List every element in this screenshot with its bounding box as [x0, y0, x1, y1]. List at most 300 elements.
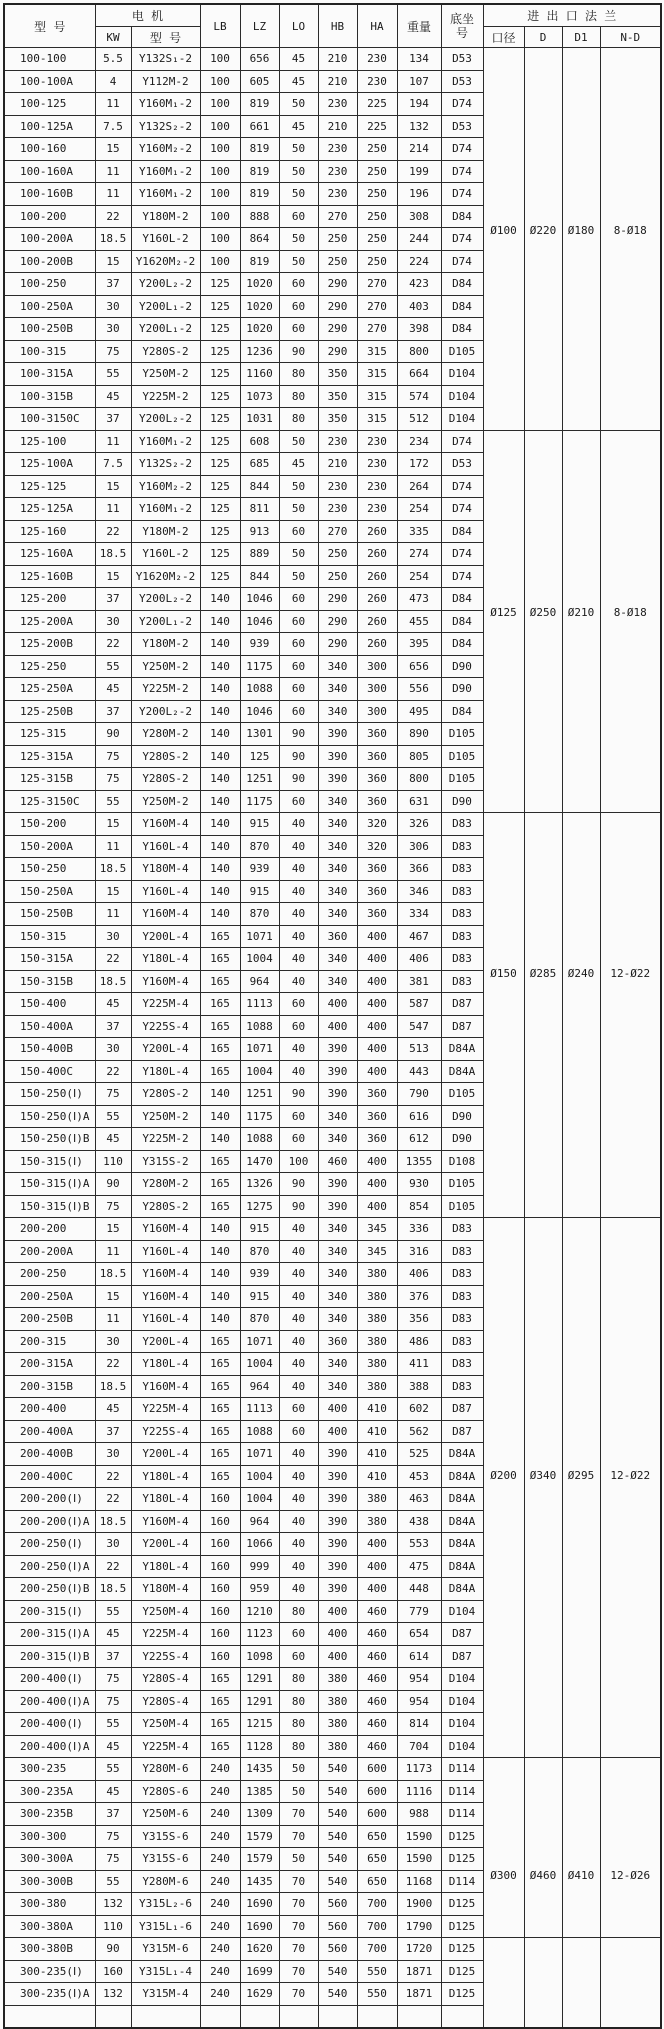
lb-cell: 140: [200, 745, 240, 768]
base-number-cell: D83: [441, 903, 483, 926]
ha-cell: 600: [357, 1758, 397, 1781]
ha-cell: 400: [357, 1150, 397, 1173]
lo-cell: 60: [279, 205, 318, 228]
kw-cell: 15: [95, 475, 131, 498]
lo-cell: 90: [279, 1083, 318, 1106]
motor-model-cell: Y160M-4: [131, 1218, 200, 1241]
lb-cell: 125: [200, 318, 240, 341]
lz-cell: 1275: [240, 1195, 279, 1218]
weight-cell: 800: [397, 340, 441, 363]
weight-cell: 406: [397, 1263, 441, 1286]
flange-d-cell-label: Ø285: [529, 967, 557, 980]
lb-cell: 165: [200, 1173, 240, 1196]
lb-cell: 100: [200, 205, 240, 228]
lo-cell: 60: [279, 700, 318, 723]
table-row: [4, 1218, 661, 1241]
lb-cell: 100: [200, 93, 240, 116]
header-nd: N-D: [600, 27, 661, 48]
weight-cell: 1590: [397, 1848, 441, 1871]
hb-cell: 400: [318, 1623, 357, 1646]
lo-cell: 50: [279, 475, 318, 498]
base-number-cell: D83: [441, 1218, 483, 1241]
hb-cell: 350: [318, 363, 357, 386]
kw-cell: 55: [95, 790, 131, 813]
lz-cell: 1579: [240, 1825, 279, 1848]
hb-cell: 290: [318, 318, 357, 341]
weight-cell: 326: [397, 813, 441, 836]
kw-cell: 15: [95, 1218, 131, 1241]
flange-nd-cell-label: 12-Ø22: [610, 967, 651, 980]
base-number-cell: D104: [441, 1690, 483, 1713]
lo-cell: 70: [279, 1915, 318, 1938]
model-cell: 125-250: [4, 655, 95, 678]
base-number-cell: D84: [441, 318, 483, 341]
ha-cell: 460: [357, 1668, 397, 1691]
base-number-cell: D53: [441, 453, 483, 476]
kw-cell: [95, 2005, 131, 2028]
lz-cell: 870: [240, 1240, 279, 1263]
lz-cell: 1020: [240, 318, 279, 341]
motor-model-cell: Y280S-2: [131, 1083, 200, 1106]
lo-cell: 60: [279, 790, 318, 813]
lz-cell: 1113: [240, 993, 279, 1016]
kw-cell: 22: [95, 1465, 131, 1488]
model-cell: 300-300B: [4, 1870, 95, 1893]
flange-bore-cell-label: Ø200: [490, 1469, 517, 1482]
kw-cell: 45: [95, 678, 131, 701]
motor-model-cell: Y315M-4: [131, 1983, 200, 2006]
ha-cell: 260: [357, 543, 397, 566]
weight-cell: 455: [397, 610, 441, 633]
hb-cell: 400: [318, 993, 357, 1016]
kw-cell: 22: [95, 1555, 131, 1578]
motor-model-cell: Y160M₂-2: [131, 138, 200, 161]
motor-model-cell: Y280S-2: [131, 768, 200, 791]
lo-cell: 70: [279, 1870, 318, 1893]
lo-cell: 80: [279, 1690, 318, 1713]
hb-cell: 390: [318, 1488, 357, 1511]
kw-cell: 75: [95, 1690, 131, 1713]
weight-cell: 264: [397, 475, 441, 498]
lo-cell: 40: [279, 1060, 318, 1083]
lb-cell: 140: [200, 1083, 240, 1106]
model-cell: 200-315(Ⅰ)A: [4, 1623, 95, 1646]
hb-cell: [318, 2005, 357, 2028]
model-cell: 300-235: [4, 1758, 95, 1781]
lz-cell: 819: [240, 93, 279, 116]
lb-cell: 240: [200, 1848, 240, 1871]
hb-cell: 390: [318, 1533, 357, 1556]
base-number-cell: D84: [441, 205, 483, 228]
lo-cell: 60: [279, 1420, 318, 1443]
motor-model-cell: Y315S-6: [131, 1848, 200, 1871]
lo-cell: 40: [279, 1465, 318, 1488]
lb-cell: 125: [200, 295, 240, 318]
lz-cell: 915: [240, 1218, 279, 1241]
model-cell: 300-380: [4, 1893, 95, 1916]
lb-cell: 160: [200, 1623, 240, 1646]
weight-cell: 486: [397, 1330, 441, 1353]
base-number-cell: D125: [441, 1893, 483, 1916]
hb-cell: 340: [318, 903, 357, 926]
motor-model-cell: Y160L-2: [131, 543, 200, 566]
lo-cell: 45: [279, 48, 318, 71]
table-row: [4, 1938, 661, 1961]
motor-model-cell: Y315L₁-6: [131, 1915, 200, 1938]
ha-cell: 270: [357, 273, 397, 296]
lo-cell: 50: [279, 250, 318, 273]
model-cell: 150-315(Ⅰ)A: [4, 1173, 95, 1196]
motor-model-cell: Y160L-4: [131, 835, 200, 858]
weight-cell: 988: [397, 1803, 441, 1826]
model-cell: 300-235A: [4, 1780, 95, 1803]
model-cell: 125-125: [4, 475, 95, 498]
ha-cell: 300: [357, 655, 397, 678]
hb-cell: 340: [318, 948, 357, 971]
base-number-cell: D84A: [441, 1510, 483, 1533]
weight-cell: 1355: [397, 1150, 441, 1173]
model-cell: 150-400B: [4, 1038, 95, 1061]
model-cell: 100-160: [4, 138, 95, 161]
weight-cell: 199: [397, 160, 441, 183]
ha-cell: 400: [357, 993, 397, 1016]
weight-cell: 395: [397, 633, 441, 656]
lo-cell: 60: [279, 1398, 318, 1421]
hb-cell: 390: [318, 723, 357, 746]
kw-cell: 110: [95, 1915, 131, 1938]
ha-cell: 460: [357, 1600, 397, 1623]
ha-cell: 650: [357, 1825, 397, 1848]
lb-cell: 160: [200, 1533, 240, 1556]
kw-cell: 55: [95, 363, 131, 386]
ha-cell: 550: [357, 1960, 397, 1983]
base-number-cell: D74: [441, 138, 483, 161]
ha-cell: 230: [357, 498, 397, 521]
lb-cell: 125: [200, 475, 240, 498]
motor-model-cell: Y132S₁-2: [131, 48, 200, 71]
model-cell: 300-300A: [4, 1848, 95, 1871]
motor-model-cell: Y200L-4: [131, 925, 200, 948]
flange-d-cell: [524, 813, 562, 1218]
motor-model-cell: Y225M-2: [131, 385, 200, 408]
weight-cell: 306: [397, 835, 441, 858]
hb-cell: 250: [318, 228, 357, 251]
weight-cell: 805: [397, 745, 441, 768]
hb-cell: 290: [318, 295, 357, 318]
flange-bore-cell: [483, 1218, 524, 1758]
ha-cell: 400: [357, 1060, 397, 1083]
motor-model-cell: Y225S-4: [131, 1015, 200, 1038]
lz-cell: 844: [240, 475, 279, 498]
table-body: [4, 48, 661, 2029]
lz-cell: 1073: [240, 385, 279, 408]
hb-cell: 230: [318, 183, 357, 206]
motor-model-cell: Y225M-4: [131, 1735, 200, 1758]
motor-model-cell: Y280S-2: [131, 1195, 200, 1218]
hb-cell: 360: [318, 1330, 357, 1353]
motor-model-cell: Y160M-4: [131, 1375, 200, 1398]
lo-cell: 40: [279, 1308, 318, 1331]
kw-cell: 45: [95, 993, 131, 1016]
kw-cell: 75: [95, 1668, 131, 1691]
kw-cell: 55: [95, 1758, 131, 1781]
hb-cell: 350: [318, 385, 357, 408]
weight-cell: 403: [397, 295, 441, 318]
flange-d-cell: [524, 48, 562, 431]
lo-cell: 80: [279, 1735, 318, 1758]
lo-cell: 40: [279, 880, 318, 903]
lb-cell: 160: [200, 1578, 240, 1601]
lz-cell: 1004: [240, 1488, 279, 1511]
kw-cell: 90: [95, 723, 131, 746]
flange-nd-cell-label: 12-Ø26: [610, 1869, 651, 1882]
kw-cell: 11: [95, 835, 131, 858]
lz-cell: 864: [240, 228, 279, 251]
kw-cell: 18.5: [95, 1510, 131, 1533]
motor-model-cell: Y160M₁-2: [131, 93, 200, 116]
hb-cell: 540: [318, 1983, 357, 2006]
kw-cell: 55: [95, 1105, 131, 1128]
base-number-cell: D90: [441, 1105, 483, 1128]
pump-spec-table: [3, 3, 662, 2029]
base-number-cell: D83: [441, 858, 483, 881]
kw-cell: 30: [95, 925, 131, 948]
lz-cell: 1175: [240, 790, 279, 813]
base-number-cell: D114: [441, 1870, 483, 1893]
kw-cell: 30: [95, 318, 131, 341]
motor-model-cell: Y1620M₂-2: [131, 565, 200, 588]
ha-cell: 460: [357, 1735, 397, 1758]
weight-cell: 254: [397, 565, 441, 588]
lb-cell: 160: [200, 1645, 240, 1668]
lo-cell: 70: [279, 1803, 318, 1826]
lo-cell: 40: [279, 1510, 318, 1533]
lo-cell: 50: [279, 183, 318, 206]
weight-cell: 1720: [397, 1938, 441, 1961]
ha-cell: 410: [357, 1398, 397, 1421]
model-cell: 100-315B: [4, 385, 95, 408]
lz-cell: 870: [240, 1308, 279, 1331]
lb-cell: 240: [200, 1915, 240, 1938]
hb-cell: 340: [318, 1263, 357, 1286]
motor-model-cell: Y200L₁-2: [131, 610, 200, 633]
base-number-cell: D83: [441, 948, 483, 971]
model-cell: 150-250: [4, 858, 95, 881]
model-cell: 200-200(Ⅰ)A: [4, 1510, 95, 1533]
flange-nd-cell: [600, 813, 661, 1218]
motor-model-cell: Y180M-2: [131, 633, 200, 656]
model-cell: 125-200A: [4, 610, 95, 633]
header-base-line1: 底坐: [449, 12, 474, 26]
lb-cell: 125: [200, 565, 240, 588]
ha-cell: 250: [357, 160, 397, 183]
base-number-cell: D90: [441, 790, 483, 813]
hb-cell: 380: [318, 1735, 357, 1758]
motor-model-cell: Y160M-4: [131, 813, 200, 836]
lo-cell: 80: [279, 363, 318, 386]
lb-cell: 140: [200, 813, 240, 836]
hb-cell: 340: [318, 1128, 357, 1151]
motor-model-cell: Y180L-4: [131, 1465, 200, 1488]
ha-cell: 315: [357, 363, 397, 386]
model-cell: 125-3150C: [4, 790, 95, 813]
hb-cell: 340: [318, 1105, 357, 1128]
motor-model-cell: Y225M-4: [131, 1623, 200, 1646]
lo-cell: 40: [279, 1443, 318, 1466]
lb-cell: 165: [200, 1713, 240, 1736]
kw-cell: 22: [95, 520, 131, 543]
kw-cell: 11: [95, 160, 131, 183]
motor-model-cell: Y132S₂-2: [131, 115, 200, 138]
kw-cell: 37: [95, 273, 131, 296]
flange-d-cell-label: Ø340: [529, 1469, 557, 1482]
kw-cell: 45: [95, 385, 131, 408]
base-number-cell: D105: [441, 340, 483, 363]
hb-cell: 540: [318, 1960, 357, 1983]
ha-cell: 315: [357, 340, 397, 363]
lb-cell: 165: [200, 1420, 240, 1443]
hb-cell: 340: [318, 858, 357, 881]
weight-cell: 553: [397, 1533, 441, 1556]
flange-d-cell-label: Ø250: [529, 605, 557, 619]
lo-cell: 50: [279, 93, 318, 116]
model-cell: 100-200B: [4, 250, 95, 273]
model-cell: 200-250(Ⅰ): [4, 1533, 95, 1556]
lo-cell: 40: [279, 925, 318, 948]
kw-cell: 75: [95, 745, 131, 768]
ha-cell: 400: [357, 1578, 397, 1601]
ha-cell: [357, 2005, 397, 2028]
hb-cell: 400: [318, 1398, 357, 1421]
lo-cell: 60: [279, 520, 318, 543]
model-cell: 200-400(Ⅰ): [4, 1713, 95, 1736]
model-cell: 125-125A: [4, 498, 95, 521]
weight-cell: 346: [397, 880, 441, 903]
table-row: [4, 48, 661, 71]
motor-model-cell: Y315L₁-4: [131, 1960, 200, 1983]
ha-cell: 700: [357, 1938, 397, 1961]
model-cell: 100-125A: [4, 115, 95, 138]
ha-cell: 225: [357, 115, 397, 138]
hb-cell: 340: [318, 790, 357, 813]
lz-cell: 1175: [240, 1105, 279, 1128]
kw-cell: 55: [95, 655, 131, 678]
motor-model-cell: Y280M-2: [131, 723, 200, 746]
flange-d1-cell-label: Ø180: [567, 224, 595, 237]
lo-cell: 60: [279, 318, 318, 341]
lo-cell: 70: [279, 1893, 318, 1916]
weight-cell: 214: [397, 138, 441, 161]
base-number-cell: D84A: [441, 1443, 483, 1466]
lb-cell: 165: [200, 1735, 240, 1758]
base-number-cell: D114: [441, 1803, 483, 1826]
model-cell: 150-400C: [4, 1060, 95, 1083]
lz-cell: 999: [240, 1555, 279, 1578]
lz-cell: 870: [240, 835, 279, 858]
ha-cell: 380: [357, 1488, 397, 1511]
ha-cell: 360: [357, 858, 397, 881]
lz-cell: 1435: [240, 1758, 279, 1781]
model-cell: 125-100: [4, 430, 95, 453]
lz-cell: 915: [240, 880, 279, 903]
lo-cell: 50: [279, 543, 318, 566]
ha-cell: 410: [357, 1443, 397, 1466]
lo-cell: 45: [279, 70, 318, 93]
lo-cell: 40: [279, 1263, 318, 1286]
lb-cell: 165: [200, 1443, 240, 1466]
model-cell: 300-235B: [4, 1803, 95, 1826]
motor-model-cell: Y200L-4: [131, 1533, 200, 1556]
hb-cell: 540: [318, 1780, 357, 1803]
lz-cell: 1435: [240, 1870, 279, 1893]
weight-cell: 388: [397, 1375, 441, 1398]
hb-cell: 400: [318, 1015, 357, 1038]
motor-model-cell: Y180L-4: [131, 1353, 200, 1376]
hb-cell: 230: [318, 93, 357, 116]
ha-cell: 315: [357, 408, 397, 431]
lz-cell: 1071: [240, 925, 279, 948]
lz-cell: 1004: [240, 1353, 279, 1376]
hb-cell: 350: [318, 408, 357, 431]
lo-cell: 60: [279, 1623, 318, 1646]
weight-cell: 376: [397, 1285, 441, 1308]
lb-cell: 165: [200, 948, 240, 971]
lo-cell: 50: [279, 430, 318, 453]
lb-cell: 140: [200, 633, 240, 656]
ha-cell: 360: [357, 880, 397, 903]
ha-cell: 315: [357, 385, 397, 408]
hb-cell: 340: [318, 1308, 357, 1331]
kw-cell: 7.5: [95, 453, 131, 476]
header-lo: LO: [279, 4, 318, 48]
lz-cell: 939: [240, 1263, 279, 1286]
weight-cell: 814: [397, 1713, 441, 1736]
motor-model-cell: Y250M-2: [131, 1105, 200, 1128]
lo-cell: 40: [279, 970, 318, 993]
ha-cell: 400: [357, 1195, 397, 1218]
base-number-cell: D125: [441, 1983, 483, 2006]
model-cell: 150-250(Ⅰ)B: [4, 1128, 95, 1151]
motor-model-cell: Y250M-2: [131, 363, 200, 386]
model-cell: 100-160B: [4, 183, 95, 206]
ha-cell: 410: [357, 1420, 397, 1443]
model-cell: 300-300: [4, 1825, 95, 1848]
ha-cell: 380: [357, 1375, 397, 1398]
base-number-cell: D104: [441, 1735, 483, 1758]
lz-cell: 1251: [240, 768, 279, 791]
lb-cell: 125: [200, 453, 240, 476]
model-cell: 200-250: [4, 1263, 95, 1286]
hb-cell: 380: [318, 1668, 357, 1691]
flange-d-cell: [524, 1938, 562, 2029]
ha-cell: 700: [357, 1893, 397, 1916]
weight-cell: 790: [397, 1083, 441, 1106]
lb-cell: 140: [200, 655, 240, 678]
base-number-cell: D53: [441, 115, 483, 138]
model-cell: 150-250B: [4, 903, 95, 926]
lz-cell: 1046: [240, 700, 279, 723]
motor-model-cell: Y280S-2: [131, 340, 200, 363]
lo-cell: 50: [279, 565, 318, 588]
lo-cell: 70: [279, 1825, 318, 1848]
hb-cell: 340: [318, 970, 357, 993]
lb-cell: 100: [200, 160, 240, 183]
hb-cell: 560: [318, 1893, 357, 1916]
weight-cell: 854: [397, 1195, 441, 1218]
base-number-cell: D104: [441, 363, 483, 386]
ha-cell: 260: [357, 588, 397, 611]
base-number-cell: [441, 2005, 483, 2028]
